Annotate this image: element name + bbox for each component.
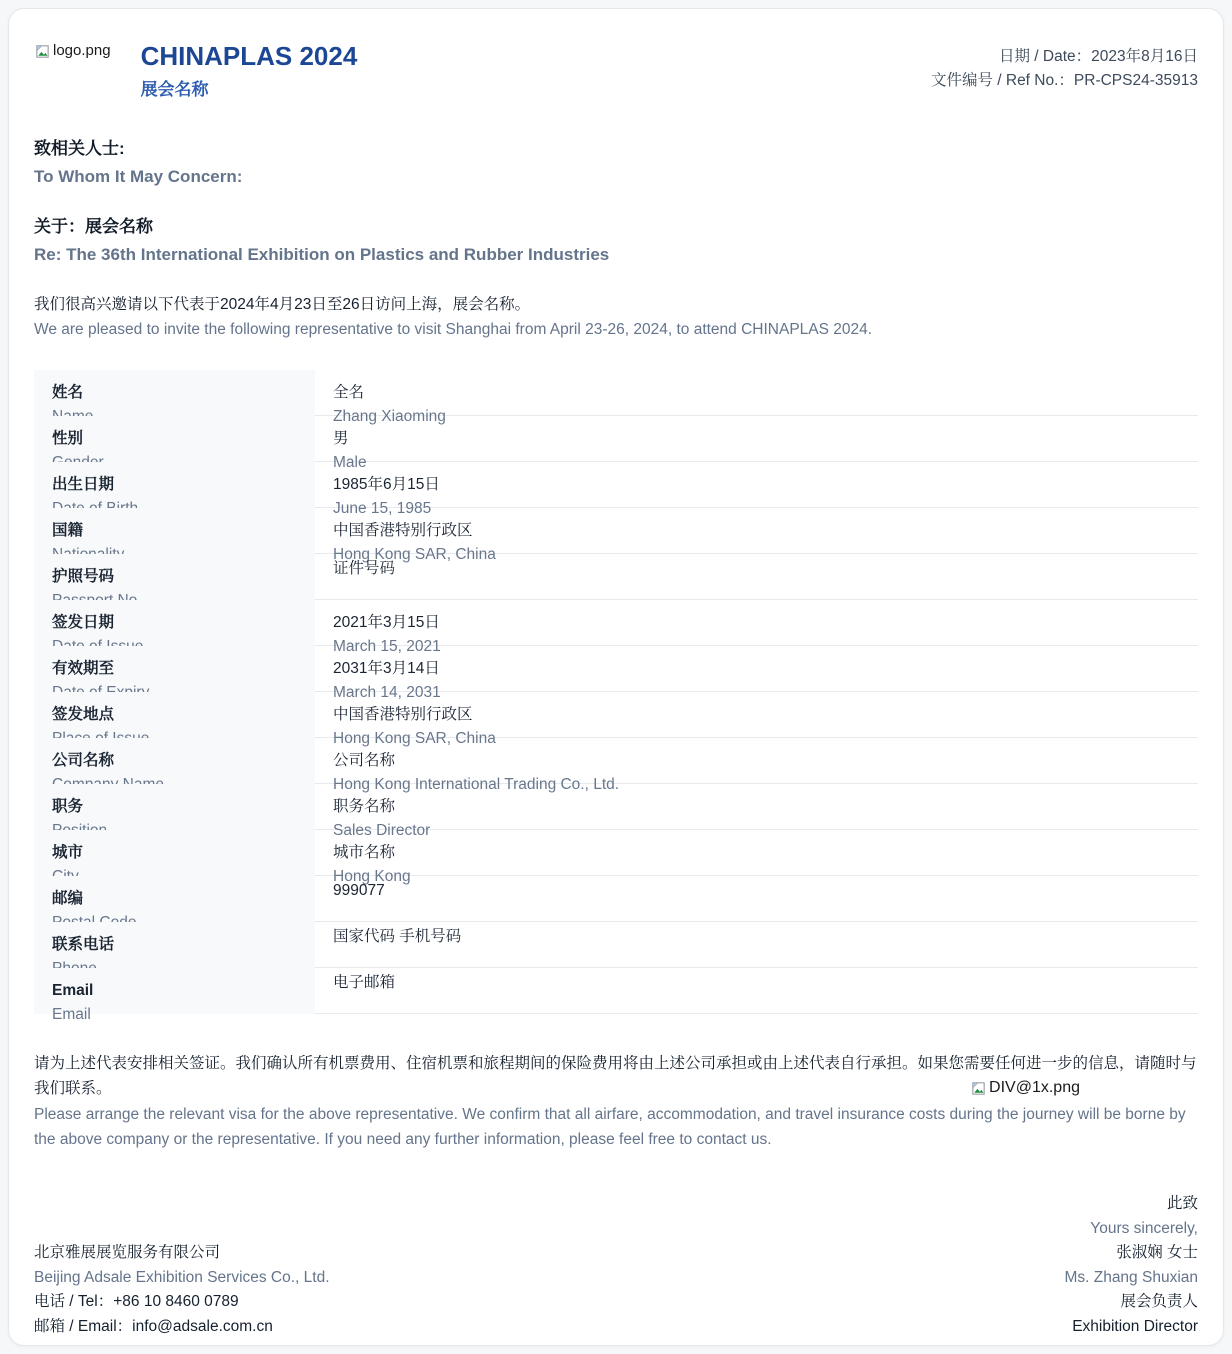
signoff-en: Yours sincerely, — [1090, 1219, 1198, 1237]
table-row — [34, 646, 1198, 701]
field-value-en: Zhang Xiaoming — [333, 408, 446, 425]
field-value-zh: 2021年3月15日 — [333, 614, 440, 631]
field-label-cell — [34, 462, 315, 508]
field-value-cell — [315, 600, 1198, 655]
field-value-en: Sales Director — [333, 822, 431, 839]
broken-image-icon — [970, 1080, 987, 1097]
organizer-name-zh: 北京雅展展览服务有限公司 — [34, 1244, 221, 1261]
field-value-zh: 城市名称 — [333, 844, 396, 861]
table-row — [34, 738, 1198, 793]
field-value-zh: 公司名称 — [333, 752, 396, 769]
field-label-zh: 签发地点 — [52, 706, 115, 723]
field-value-zh: 男 — [333, 430, 349, 447]
field-label-zh: 国籍 — [52, 522, 84, 539]
organizer-phone: 电话 / Tel：+86 10 8460 0789 — [34, 1293, 239, 1310]
page-subtitle: 展会名称 — [140, 80, 209, 99]
field-value-cell — [315, 508, 1198, 563]
field-label-zh: 性别 — [52, 430, 84, 447]
field-value-zh: 中国香港特别行政区 — [333, 706, 473, 723]
field-value-cell — [315, 370, 1198, 425]
broken-image-icon — [34, 43, 51, 60]
table-row — [34, 462, 1198, 517]
intro-zh: 我们很高兴邀请以下代表于2024年4月23日至26日访问上海，展会名称。 — [34, 296, 531, 313]
field-value-cell — [315, 646, 1198, 701]
field-label-zh: 职务 — [52, 798, 84, 815]
page-title: CHINAPLAS 2024 — [140, 41, 358, 71]
field-label-zh: 签发日期 — [52, 614, 115, 631]
field-label-cell — [34, 600, 315, 646]
subject-en: Re: The 36th International Exhibition on Plastics and Rubber Industries — [34, 245, 610, 264]
field-label-cell — [34, 646, 315, 692]
doc-meta — [931, 41, 1198, 93]
signature-alt-text: DIV@1x.png — [989, 1079, 1080, 1096]
field-value-zh: 中国香港特别行政区 — [333, 522, 473, 539]
salutation-zh: 致相关人士: — [34, 139, 125, 158]
signer-title-zh: 展会负责人 — [1120, 1293, 1198, 1310]
intro-en: We are pleased to invite the following representative to visit Shanghai from April 23-26, 2024, to attend CHINAPLAS 2024. — [34, 320, 873, 338]
subject — [34, 213, 1198, 269]
field-label-en: Email — [52, 1006, 91, 1023]
doc-date: 日期 / Date：2023年8月16日 — [998, 48, 1198, 65]
field-value-en: Hong Kong — [333, 868, 411, 885]
closing-en: Please arrange the relevant visa for the above representative. We confirm that all airfare, accommodation, and travel insurance costs during the journey will be borne by the above company or the representative. If you need any further information, please feel free to contact us. — [34, 1106, 1186, 1148]
field-value-en: Hong Kong International Trading Co., Ltd. — [333, 776, 620, 793]
field-value-zh: 999077 — [333, 882, 385, 899]
field-label-cell — [34, 508, 315, 554]
field-value-zh: 2031年3月14日 — [333, 660, 440, 677]
logo-alt-text: logo.png — [53, 42, 111, 59]
field-label-cell — [34, 876, 315, 922]
letter-footer — [34, 1192, 1198, 1339]
field-value-cell — [315, 784, 1198, 839]
field-value-cell — [315, 968, 1198, 1014]
field-value-zh: 1985年6月15日 — [333, 476, 440, 493]
field-value-en: Hong Kong SAR, China — [333, 730, 496, 747]
field-value-cell — [315, 876, 1198, 922]
field-label-cell — [34, 830, 315, 876]
salutation-en: To Whom It May Concern: — [34, 167, 243, 186]
field-label-zh: 有效期至 — [52, 660, 115, 677]
signoff-zh: 此致 — [1166, 1195, 1198, 1212]
field-value-zh: 电子邮箱 — [333, 974, 396, 991]
representative-info-table — [34, 370, 1198, 1023]
salutation — [34, 135, 1198, 191]
table-row — [34, 968, 1198, 1023]
field-label-cell — [34, 968, 315, 1023]
field-value-cell — [315, 692, 1198, 747]
table-row — [34, 876, 1198, 922]
table-row — [34, 784, 1198, 839]
field-label-cell — [34, 692, 315, 738]
field-value-zh: 职务名称 — [333, 798, 396, 815]
field-value-zh: 全名 — [333, 384, 365, 401]
letter-header — [34, 41, 1198, 101]
field-label-zh: 姓名 — [52, 384, 84, 401]
field-label-zh: 城市 — [52, 844, 84, 861]
field-label-zh: 公司名称 — [52, 752, 115, 769]
field-value-zh: 证件号码 — [333, 560, 396, 577]
signer-name-zh: 张淑娴 女士 — [1116, 1244, 1198, 1261]
field-value-en: Hong Kong SAR, China — [333, 546, 496, 563]
field-label-cell — [34, 416, 315, 462]
organizer-email: 邮箱 / Email：info@adsale.com.cn — [34, 1317, 273, 1335]
field-label-zh: 护照号码 — [52, 568, 115, 585]
subject-zh: 关于：展会名称 — [34, 217, 153, 236]
organizer-contact-block — [34, 1241, 330, 1339]
field-value-cell — [315, 738, 1198, 793]
closing-zh: 请为上述代表安排相关签证。我们确认所有机票费用、住宿机票和旅程期间的保险费用将由上述公司承担或由上述代表自行承担。如果您需要任何进一步的信息，请随时与我们联系。 — [34, 1055, 1197, 1097]
field-value-en: March 15, 2021 — [333, 638, 441, 655]
table-row — [34, 692, 1198, 747]
letter-card — [8, 8, 1224, 1346]
field-value-zh: 国家代码 手机号码 — [333, 928, 462, 945]
signer-name-en: Ms. Zhang Shuxian — [1064, 1268, 1198, 1286]
intro-paragraph — [34, 293, 1198, 342]
field-label-zh: 联系电话 — [52, 936, 115, 953]
signature-block — [1064, 1192, 1198, 1339]
table-row — [34, 600, 1198, 655]
organizer-name-en: Beijing Adsale Exhibition Services Co., Ltd. — [34, 1268, 330, 1286]
field-value-cell — [315, 554, 1198, 600]
field-value-cell — [315, 922, 1198, 968]
doc-ref-no: 文件编号 / Ref No.：PR-CPS24-35913 — [930, 72, 1198, 89]
logo-broken-image — [34, 41, 111, 61]
field-label-zh: 邮编 — [52, 890, 84, 907]
field-value-en: June 15, 1985 — [333, 500, 432, 517]
table-row — [34, 922, 1198, 968]
table-row — [34, 370, 1198, 425]
field-label-cell — [34, 784, 315, 830]
table-row — [34, 554, 1198, 600]
signer-title-en: Exhibition Director — [1072, 1317, 1198, 1335]
signature-broken-image — [970, 1078, 1080, 1098]
field-value-en: Male — [333, 454, 367, 471]
field-label-cell — [34, 738, 315, 784]
closing-paragraph — [34, 1052, 1198, 1152]
field-label-zh: 出生日期 — [52, 476, 115, 493]
field-value-cell — [315, 462, 1198, 517]
field-label-zh: Email — [52, 982, 94, 999]
field-label-cell — [34, 922, 315, 968]
field-value-cell — [315, 416, 1198, 471]
table-row — [34, 416, 1198, 471]
field-value-cell — [315, 830, 1198, 885]
field-label-cell — [34, 554, 315, 600]
table-row — [34, 508, 1198, 563]
field-value-en: March 14, 2031 — [333, 684, 441, 701]
table-row — [34, 830, 1198, 885]
field-label-cell — [34, 370, 315, 416]
